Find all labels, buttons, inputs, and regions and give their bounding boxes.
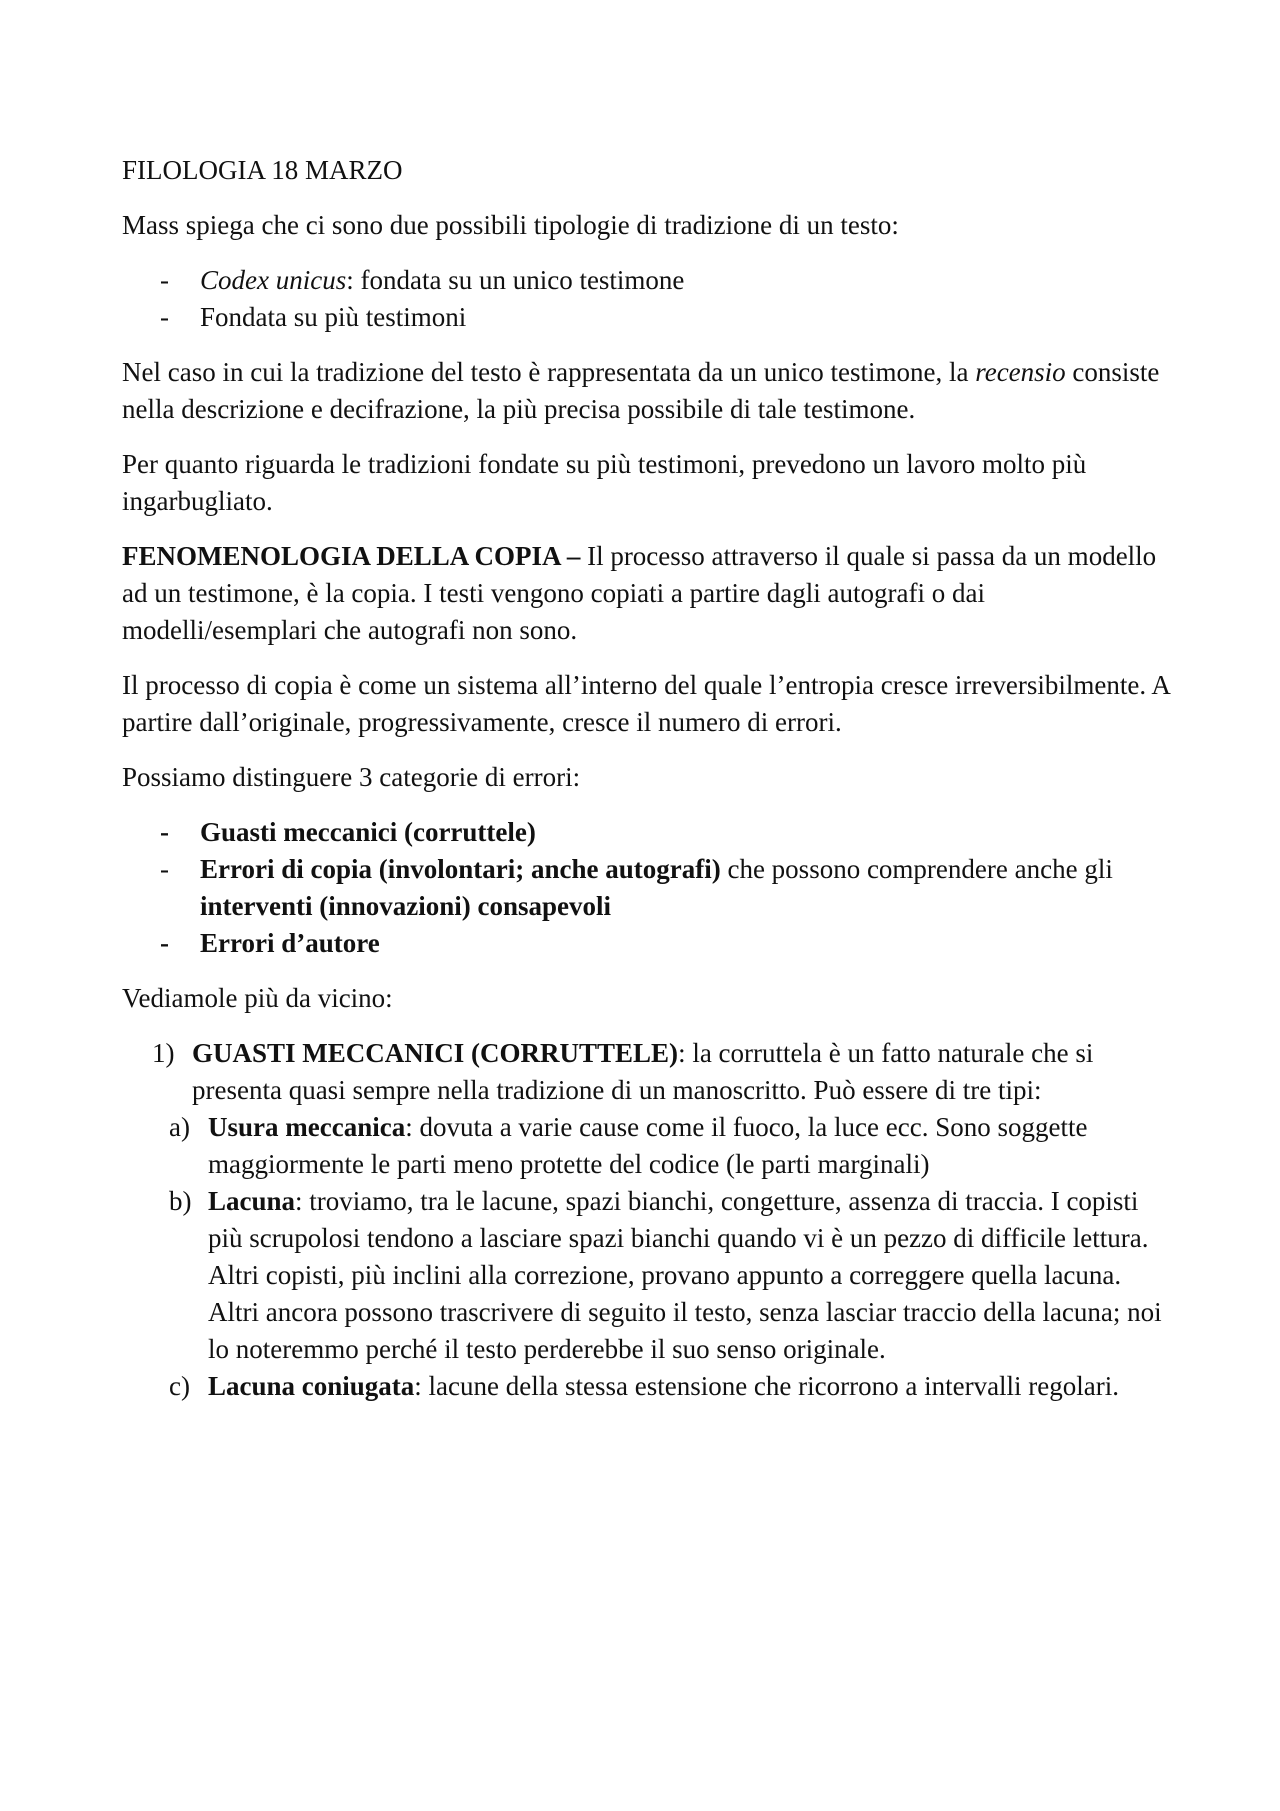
list-item [122, 299, 1172, 336]
list-item-text: : lacune della stessa estensione che ricorrono a intervalli regolari. [414, 1371, 1120, 1401]
entropia-paragraph: Il processo di copia è come un sistema all’interno del quale l’entropia cresce irreversibilmente. A partire dall’originale, progressivamente, cresce il numero di errori. [122, 670, 1170, 737]
list-item [122, 1183, 1172, 1368]
document-title: FILOLOGIA 18 MARZO [122, 155, 403, 185]
list-item-text: che possono comprendere anche gli [720, 854, 1113, 884]
list-item [122, 1035, 1172, 1109]
bold-text: Guasti meccanici (corruttele) [200, 817, 536, 847]
letter-marker: a) [169, 1112, 190, 1142]
paragraph-text: Il processo attraverso il quale si passa da un modello ad un testimone, è la copia. I testi vengono copiati a partire dagli autografi o dai modelli/esemplari che autografi non sono. [122, 541, 1157, 645]
bold-text: GUASTI MECCANICI (CORRUTTELE) [192, 1038, 679, 1068]
letter-marker: b) [169, 1186, 192, 1216]
letter-marker: c) [169, 1371, 190, 1401]
bold-text: Errori d’autore [200, 928, 380, 958]
bold-text: Usura meccanica [208, 1112, 406, 1142]
dash-marker: - [160, 302, 169, 332]
document-page [122, 152, 1172, 1423]
list-item-text: : dovuta a varie cause come il fuoco, la luce ecc. Sono soggette maggiormente le parti meno protette del codice (le parti marginali) [208, 1112, 1088, 1179]
list-item [122, 925, 1172, 962]
bold-text: interventi (innovazioni) consapevoli [200, 891, 611, 921]
list-item-text: : la corruttela è un fatto naturale che si presenta quasi sempre nella tradizione di un manoscritto. Può essere di tre tipi: [192, 1038, 1094, 1105]
section-heading: FENOMENOLOGIA DELLA COPIA – [122, 541, 581, 571]
emphasis-text: recensio [975, 357, 1066, 387]
categorie-paragraph: Possiamo distinguere 3 categorie di errori: [122, 762, 581, 792]
emphasis-text: Codex unicus [200, 265, 347, 295]
unicus-paragraph [122, 354, 1172, 428]
piu-testimoni-paragraph: Per quanto riguarda le tradizioni fondate su più testimoni, prevedono un lavoro molto più ingarbugliato. [122, 449, 1087, 516]
list-item [122, 814, 1172, 851]
vicino-paragraph: Vediamole più da vicino: [122, 983, 393, 1013]
paragraph-text: Nel caso in cui la tradizione del testo è rappresentata da un unico testimone, la [122, 357, 976, 387]
list-item-text: Fondata su più testimoni [200, 302, 467, 332]
subtypes-list [122, 1109, 1172, 1405]
intro-paragraph: Mass spiega che ci sono due possibili tipologie di tradizione di un testo: [122, 210, 899, 240]
list-item-text: : troviamo, tra le lacune, spazi bianchi, congetture, assenza di traccia. I copisti più scrupolosi tendono a lasciare spazi bianchi quando vi è un pezzo di difficile lettura. Altri copisti, più inclini alla correzione, provano appunto a correggere quella lacuna. Altri ancora possono trascrivere di seguito il testo, senza lasciar traccio della lacuna; noi lo noteremmo perché il testo perderebbe il suo senso originale. [208, 1186, 1162, 1364]
paragraph-text: consiste nella descrizione e decifrazione, la più precisa possibile di tale testimone. [122, 357, 1160, 424]
list-item [122, 262, 1172, 299]
numbered-list [122, 1035, 1172, 1109]
dash-marker: - [160, 817, 169, 847]
dash-marker: - [160, 928, 169, 958]
dash-marker: - [160, 265, 169, 295]
dash-marker: - [160, 854, 169, 884]
number-marker: 1) [152, 1038, 175, 1068]
tradition-types-list [122, 262, 1172, 336]
bold-text: Errori di copia (involontari; anche autografi) [200, 854, 721, 884]
list-item-text: : fondata su un unico testimone [346, 265, 685, 295]
error-categories-list [122, 814, 1172, 962]
list-item [122, 851, 1172, 925]
list-item [122, 1368, 1172, 1405]
bold-text: Lacuna [208, 1186, 296, 1216]
list-item [122, 1109, 1172, 1183]
bold-text: Lacuna coniugata [208, 1371, 415, 1401]
fenomenologia-paragraph [122, 538, 1172, 649]
